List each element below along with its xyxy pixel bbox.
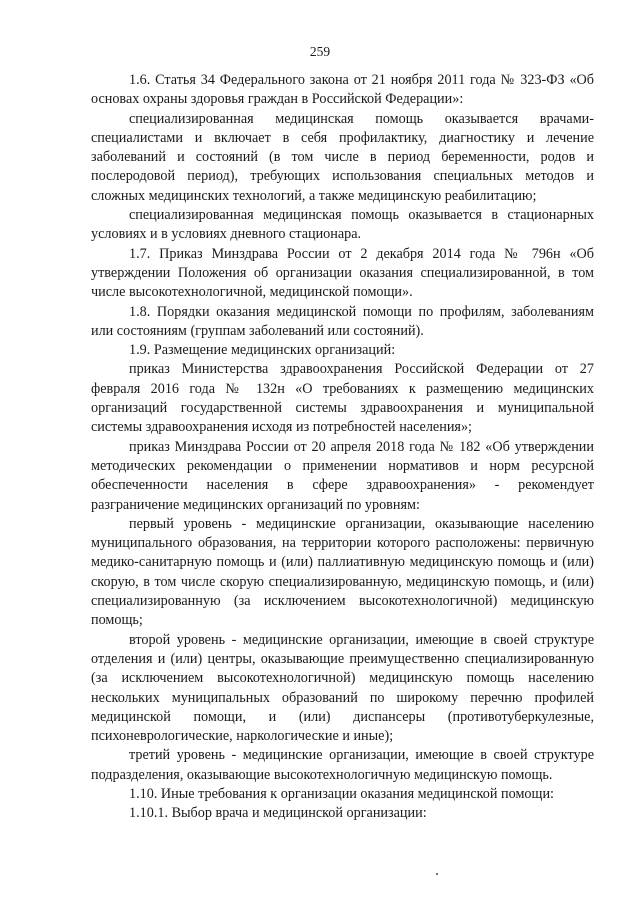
page-number: 259 [309,44,331,59]
document-body [91,71,594,824]
paragraph-1-10: 1.10. Иные требования к организации оказания медицинской помощи: [129,785,554,802]
paragraph-level-one: первый уровень - медицинские организации, оказывающие населению муниципального образования, на территории которого расположены: первичную медико-санитарную помощь и (или) паллиативную медицинскую помощь и (или) скорую, в том числе скорую специализированную, медицинскую помощь, и (или) специализированную (за исключением высокотехнологичной) медицинскую помощь; [91,515,594,629]
paragraph-level-three: третий уровень - медицинские организации, имеющие в своей структуре подразделения, оказывающие высокотехнологичную медицинскую помощь. [91,747,594,783]
paragraph-1-8: 1.8. Порядки оказания медицинской помощи по профилям, заболеваниям или состояниям (группам заболеваний или состояний). [91,303,594,339]
paragraph-level-two: второй уровень - медицинские организации, имеющие в своей структуре отделения и (или) центры, оказывающие преимущественно специализированную (за исключением высокотехнологичной) медицинскую помощь населению нескольких муниципальных образований по широкому перечню профилей медицинской помощи, и (или) диспансеры (противотуберкулезные, психоневрологические, наркологические и иные); [91,631,594,745]
scan-speck [436,873,438,875]
paragraph-order-132n: приказ Министерства здравоохранения Российской Федерации от 27 февраля 2016 года № 132н «О требованиях к размещению медицинских организаций государственной системы здравоохранения и муниципальной системы здравоохранения исходя из потребностей населения»; [91,361,594,436]
paragraph-1-9: 1.9. Размещение медицинских организаций: [129,342,396,359]
paragraph-specialized-care-conditions: специализированная медицинская помощь оказывается в стационарных условиях и в условиях дневного стационара. [91,207,594,243]
paragraph-1-6: 1.6. Статья 34 Федерального закона от 21 ноября 2011 года № 323-ФЗ «Об основах охраны здоровья граждан в Российской Федерации»: [91,72,594,108]
paragraph-specialized-care-definition: специализированная медицинская помощь оказывается врачами-специалистами и включает в себя профилактику, диагностику и лечение заболеваний и состояний (в том числе в период беременности, родов и послеродовой период), требующих использования специальных методов и сложных медицинских технологий, а также медицинскую реабилитацию; [91,110,594,204]
paragraph-1-10-1: 1.10.1. Выбор врача и медицинской организации: [129,805,427,822]
paragraph-order-182: приказ Минздрава России от 20 апреля 2018 года № 182 «Об утверждении методических рекомендации о применении нормативов и норм ресурсной обеспеченности населения в сфере здравоохранения» - рекомендует разграничение медицинских организаций по уровням: [91,438,594,513]
paragraph-1-7: 1.7. Приказ Минздрава России от 2 декабря 2014 года № 796н «Об утверждении Положения об организации оказания специализированной, в том числе высокотехнологичной, медицинской помощи». [91,245,594,301]
